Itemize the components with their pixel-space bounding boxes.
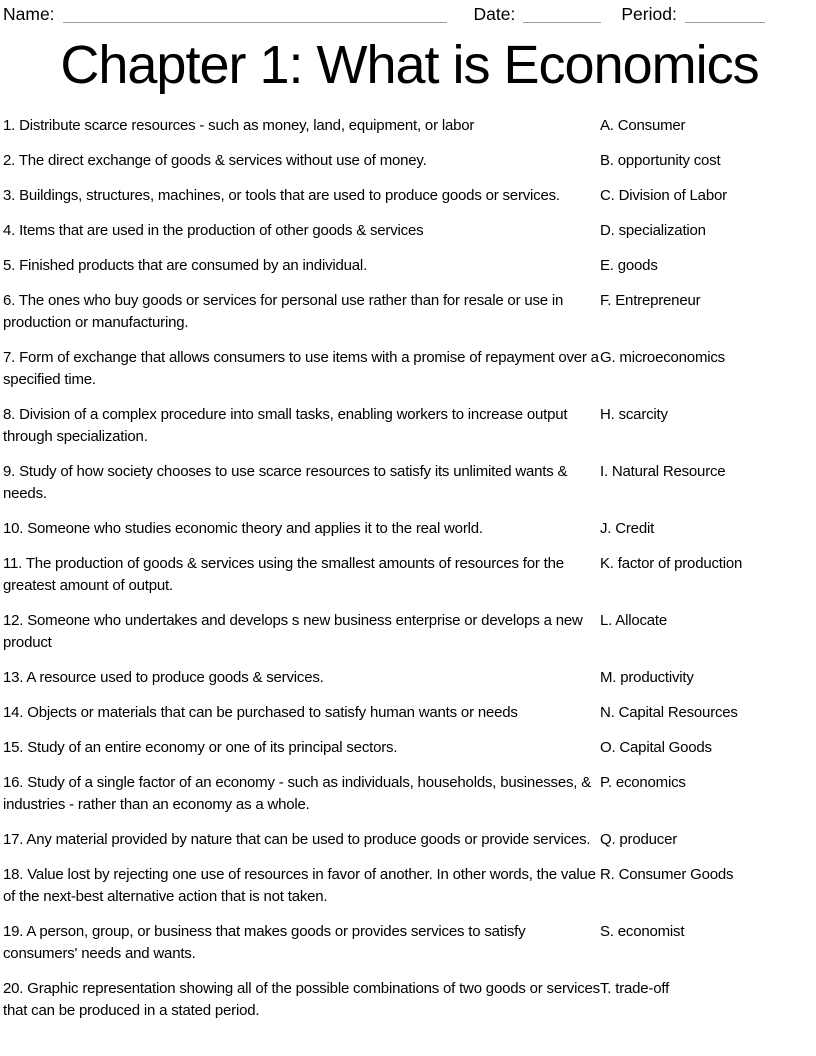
matching-row <box>3 115 816 137</box>
question <box>3 290 600 334</box>
answer-letter: I. <box>600 463 608 480</box>
answer-text: factor of production <box>617 555 743 572</box>
question-text: Objects or materials that can be purchased to satisfy human wants or needs <box>27 704 518 721</box>
question-text: The ones who buy goods or services for personal use rather than for resale or use in production or manufacturing. <box>3 292 564 331</box>
question <box>3 185 600 207</box>
question-text: Any material provided by nature that can be used to produce goods or provide services. <box>26 831 591 848</box>
matching-row <box>3 829 816 851</box>
question-text: Value lost by rejecting one use of resources in favor of another. In other words, the value of the next-best alternative action that is not taken. <box>3 866 596 905</box>
answer-letter: Q. <box>600 831 616 848</box>
answer <box>600 461 725 483</box>
answer-text: scarcity <box>618 406 668 423</box>
period-label: Period: <box>621 4 677 24</box>
question <box>3 772 600 816</box>
question-text: Graphic representation showing all of the possible combinations of two goods or services that can be produced in a stated period. <box>3 980 600 1019</box>
answer-text: Natural Resource <box>611 463 726 480</box>
question-text: Study of how society chooses to use scarce resources to satisfy its unlimited wants & needs. <box>3 463 568 502</box>
question-number: 17. <box>3 831 24 848</box>
date-blank-line <box>523 21 601 23</box>
question <box>3 518 600 540</box>
question-number: 2. <box>3 152 16 169</box>
answer-text: productivity <box>620 669 694 686</box>
answer <box>600 185 727 207</box>
answer <box>600 347 725 369</box>
question-text: Someone who studies economic theory and applies it to the real world. <box>27 520 483 537</box>
header-fill-in-row <box>3 3 816 25</box>
answer-letter: C. <box>600 187 615 204</box>
answer-text: trade-off <box>615 980 670 997</box>
matching-row <box>3 185 816 207</box>
question-number: 7. <box>3 349 16 366</box>
matching-row <box>3 864 816 908</box>
question-text: The direct exchange of goods & services without use of money. <box>18 152 427 169</box>
matching-row <box>3 255 816 277</box>
question <box>3 347 600 391</box>
question <box>3 610 600 654</box>
question <box>3 150 600 172</box>
matching-row <box>3 702 816 724</box>
question-text: Items that are used in the production of other goods & services <box>19 222 424 239</box>
question-number: 8. <box>3 406 16 423</box>
matching-row <box>3 290 816 334</box>
answer <box>600 864 733 886</box>
answer-letter: P. <box>600 774 612 791</box>
answer-text: microeconomics <box>619 349 725 366</box>
answer <box>600 978 669 1000</box>
question <box>3 921 600 965</box>
answer-text: Allocate <box>615 612 668 629</box>
answer-text: producer <box>619 831 678 848</box>
question-number: 20. <box>3 980 24 997</box>
matching-row <box>3 461 816 505</box>
answer-letter: J. <box>600 520 612 537</box>
question-text: Distribute scarce resources - such as money, land, equipment, or labor <box>19 117 475 134</box>
answer-text: economics <box>615 774 686 791</box>
answer <box>600 829 677 851</box>
question <box>3 220 600 242</box>
question-number: 14. <box>3 704 24 721</box>
answer-letter: K. <box>600 555 614 572</box>
answer <box>600 921 684 943</box>
question-number: 19. <box>3 923 24 940</box>
question-number: 10. <box>3 520 24 537</box>
matching-row <box>3 978 816 1022</box>
answer-letter: O. <box>600 739 616 756</box>
answer-letter: G. <box>600 349 616 366</box>
question-text: The production of goods & services using the smallest amounts of resources for the greatest amount of output. <box>3 555 564 594</box>
question <box>3 829 600 851</box>
question-number: 13. <box>3 669 24 686</box>
question <box>3 667 600 689</box>
answer-text: specialization <box>618 222 706 239</box>
answer <box>600 518 654 540</box>
answer-letter: S. <box>600 923 614 940</box>
answer-text: Division of Labor <box>618 187 727 204</box>
question-text: Buildings, structures, machines, or tools that are used to produce goods or services. <box>19 187 560 204</box>
question <box>3 978 600 1022</box>
matching-row <box>3 667 816 689</box>
question <box>3 702 600 724</box>
matching-list <box>3 115 816 1022</box>
name-label: Name: <box>3 4 55 24</box>
page-title: Chapter 1: What is Economics <box>60 35 759 95</box>
question-number: 4. <box>3 222 16 239</box>
answer-letter: M. <box>600 669 617 686</box>
matching-row <box>3 518 816 540</box>
answer-letter: H. <box>600 406 615 423</box>
answer-letter: R. <box>600 866 615 883</box>
question-text: Finished products that are consumed by an individual. <box>19 257 368 274</box>
answer-text: Entrepreneur <box>615 292 701 309</box>
date-label: Date: <box>473 4 516 24</box>
question <box>3 737 600 759</box>
matching-row <box>3 921 816 965</box>
question-number: 12. <box>3 612 24 629</box>
matching-row <box>3 772 816 816</box>
question-number: 18. <box>3 866 24 883</box>
question <box>3 115 600 137</box>
question-number: 3. <box>3 187 16 204</box>
answer-letter: A. <box>600 117 614 134</box>
answer <box>600 220 706 242</box>
matching-row <box>3 610 816 654</box>
question-number: 6. <box>3 292 16 309</box>
matching-row <box>3 220 816 242</box>
answer-text: economist <box>617 923 685 940</box>
question-text: Study of a single factor of an economy - such as individuals, households, businesses, & industries - rather than an economy as a whole. <box>3 774 591 813</box>
question <box>3 404 600 448</box>
answer-letter: E. <box>600 257 614 274</box>
matching-row <box>3 737 816 759</box>
answer-text: Capital Resources <box>618 704 738 721</box>
answer-text: goods <box>617 257 658 274</box>
question <box>3 255 600 277</box>
question-text: Division of a complex procedure into small tasks, enabling workers to increase output through specialization. <box>3 406 568 445</box>
question-number: 1. <box>3 117 16 134</box>
answer-text: Consumer Goods <box>618 866 734 883</box>
answer <box>600 772 686 794</box>
question-number: 9. <box>3 463 16 480</box>
answer-letter: B. <box>600 152 614 169</box>
answer <box>600 150 720 172</box>
answer <box>600 290 700 312</box>
question-number: 5. <box>3 257 16 274</box>
question <box>3 461 600 505</box>
answer-text: Consumer <box>617 117 686 134</box>
question-number: 11. <box>3 555 23 572</box>
question <box>3 864 600 908</box>
answer <box>600 667 694 689</box>
answer-letter: L. <box>600 612 613 629</box>
question-text: Form of exchange that allows consumers to use items with a promise of repayment over a specified time. <box>3 349 599 388</box>
answer-letter: T. <box>600 980 612 997</box>
answer <box>600 255 658 277</box>
name-blank-line <box>63 21 447 23</box>
question-text: Study of an entire economy or one of its principal sectors. <box>27 739 398 756</box>
question-number: 15. <box>3 739 24 756</box>
answer <box>600 702 738 724</box>
question-number: 16. <box>3 774 24 791</box>
answer-letter: N. <box>600 704 615 721</box>
answer <box>600 115 685 137</box>
answer-text: opportunity cost <box>617 152 721 169</box>
matching-row <box>3 553 816 597</box>
answer-text: Capital Goods <box>619 739 712 756</box>
question-text: Someone who undertakes and develops s new business enterprise or develops a new product <box>3 612 583 651</box>
answer-letter: D. <box>600 222 615 239</box>
question-text: A resource used to produce goods & services. <box>26 669 324 686</box>
matching-row <box>3 150 816 172</box>
matching-row <box>3 347 816 391</box>
answer <box>600 553 742 575</box>
answer <box>600 404 668 426</box>
answer <box>600 610 667 632</box>
answer <box>600 737 712 759</box>
question-text: A person, group, or business that makes goods or provides services to satisfy consumers' needs and wants. <box>3 923 526 962</box>
matching-row <box>3 404 816 448</box>
period-blank-line <box>685 21 765 23</box>
question <box>3 553 600 597</box>
answer-letter: F. <box>600 292 612 309</box>
answer-text: Credit <box>615 520 655 537</box>
